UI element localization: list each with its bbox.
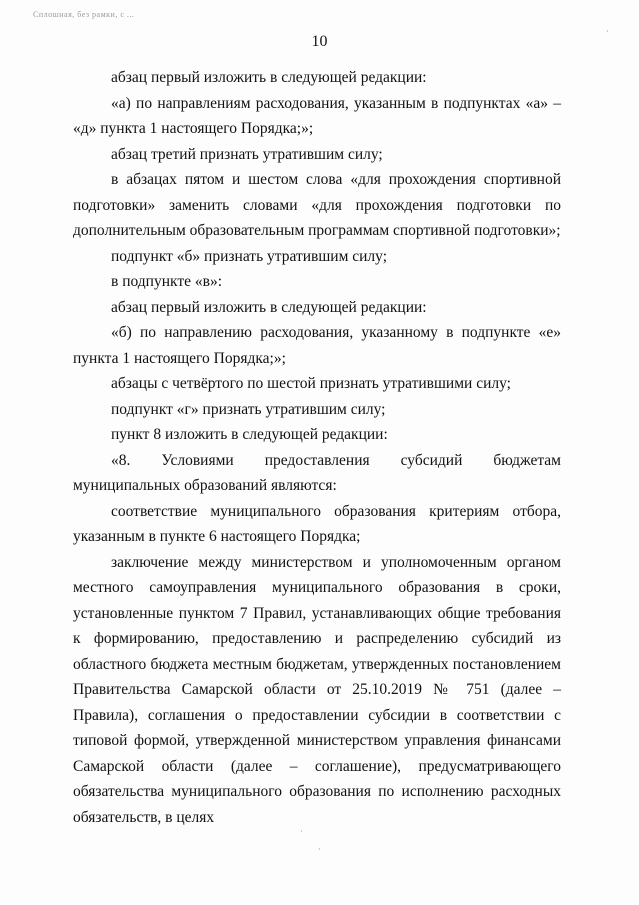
paragraph: в абзацах пятом и шестом слова «для прохождения спортивной подготовки» заменить словами «для прохождения подготовки по дополнительным образовательным программам спортивной подготовки»;	[73, 171, 561, 239]
scan-speck: ·	[300, 827, 303, 836]
paragraph: «8. Условиями предоставления субсидий бюджетам муниципальных образований являются:	[73, 451, 561, 494]
page-number: 10	[311, 33, 328, 50]
paragraph: абзац первый изложить в следующей редакции:	[111, 69, 427, 86]
paragraph: подпункт «г» признать утратившим силу;	[111, 400, 386, 418]
paragraph: абзацы с четвёртого по шестой признать утратившими силу;	[111, 375, 511, 392]
scan-header-text: Сплошная, без рамки, с ...	[33, 10, 135, 19]
paragraph: абзац третий признать утратившим силу;	[111, 145, 383, 163]
document-body	[73, 65, 561, 830]
paragraph: пункт 8 изложить в следующей редакции:	[111, 426, 388, 443]
paragraph: «а) по направлениям расходования, указанным в подпунктах «а» – «д» пункта 1 настоящего Порядка;»;	[73, 94, 561, 137]
paragraph: абзац первый изложить в следующей редакции:	[111, 298, 427, 316]
paragraph: «б) по направлению расходования, указанному в подпункте «е» пункта 1 настоящего Порядка;»;	[73, 324, 561, 367]
paragraph: соответствие муниципального образования критериям отбора, указанным в пункте 6 настоящего Порядка;	[73, 502, 561, 545]
paragraph: в подпункте «в»:	[111, 273, 222, 290]
scan-speck: ·	[318, 845, 321, 854]
paragraph: подпункт «б» признать утратившим силу;	[111, 247, 388, 265]
paragraph: заключение между министерством и уполномоченным органом местного самоуправления муниципального образования в сроки, установленные пунктом 7 Правил, устанавливающих общие требования к формированию, предоставлению и распределению субсидий из областного бюджета местным бюджетам, утвержденных постановлением Правительства Самарской области от 25.10.2019 № 751 (далее – Правила), соглашения о предоставлении субсидии в соответствии с типовой формой, утвержденной министерством управления финансами Самарской области (далее – соглашение), предусматривающего обязательства муниципального образования по исполнению расходных обязательств, в целях	[73, 553, 561, 826]
scan-speck: ·	[606, 27, 609, 36]
